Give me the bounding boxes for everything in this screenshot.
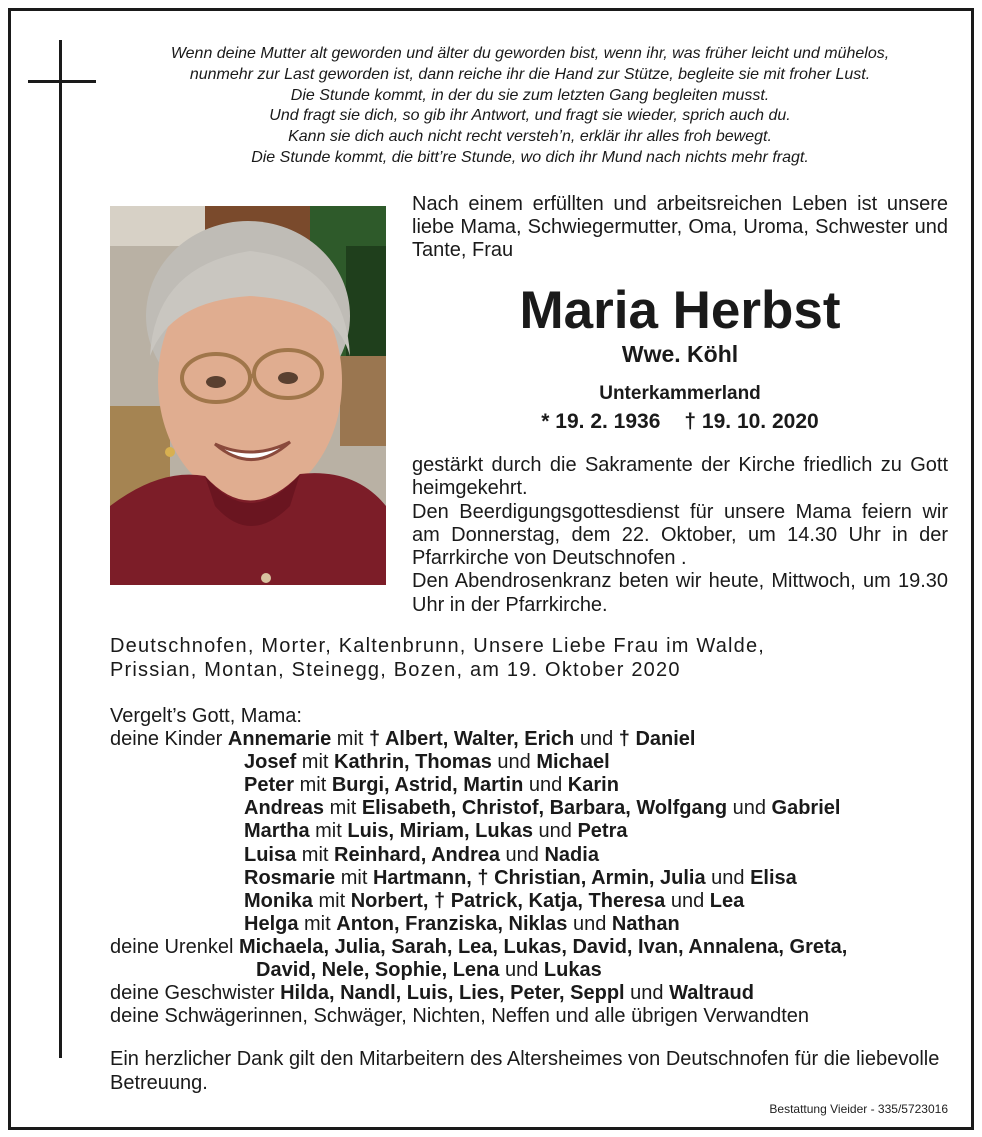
poem-line: Die Stunde kommt, die bitt’re Stunde, wo dich ihr Mund nach nichts mehr fragt. <box>251 148 809 166</box>
person-name: David, Nele, Sophie, Lena <box>256 959 500 982</box>
children-row <box>110 820 960 843</box>
person-name: Waltraud <box>669 982 754 1005</box>
connector-text: und <box>574 728 619 751</box>
person-name: Nathan <box>611 912 680 935</box>
children-row <box>110 728 960 751</box>
person-name: Martha <box>244 820 310 843</box>
person-name: Karin <box>567 774 619 797</box>
great-grandchildren-label: deine Urenkel <box>110 935 239 958</box>
locations-line: Prissian, Montan, Steinegg, Bozen, am 19. Oktober 2020 <box>110 659 681 681</box>
family-names <box>244 913 680 935</box>
person-name: Hartmann, † Christian, Armin, Julia <box>372 866 706 889</box>
poem-line: nunmehr zur Last geworden ist, dann reiche ihr die Hand zur Stütze, begleite sie mit froher Lust. <box>189 65 871 83</box>
children-row <box>110 751 960 774</box>
connector-text: mit <box>296 843 335 866</box>
connector-text: mit <box>309 820 348 843</box>
siblings-row <box>110 982 960 1005</box>
person-name: Lukas <box>543 959 602 982</box>
poem-line: Wenn deine Mutter alt geworden und älter du geworden bist, wenn ihr, was früher leicht und mühelos, <box>170 45 890 62</box>
person-name: Andreas <box>244 797 325 820</box>
person-name: † Daniel <box>618 728 696 751</box>
person-name: † Albert, Walter, Erich <box>369 728 575 751</box>
greeting: Vergelt’s Gott, Mama: <box>110 705 302 727</box>
announcement-paragraph: Den Beerdigungsgottesdienst für unsere Mama feiern wir am Donnerstag, dem 22. Oktober, um 14.30 Uhr in der Pfarrkirche von Deutschnofen . <box>412 500 948 570</box>
connector-text: und <box>624 982 670 1005</box>
family-names <box>280 982 754 1004</box>
connector-text: mit <box>335 866 373 889</box>
children-row <box>110 867 960 890</box>
deceased-name: Maria Herbst <box>519 281 841 340</box>
other-relatives: deine Schwägerinnen, Schwäger, Nichten, Neffen und alle übrigen Verwandten <box>110 1005 809 1028</box>
person-name: Annemarie <box>227 728 332 751</box>
family-list <box>110 705 960 1028</box>
connector-text: und <box>727 797 772 820</box>
family-names <box>228 728 696 750</box>
intro-text: Nach einem erfüllten und arbeitsreichen Leben ist unsere liebe Mama, Schwiegermutter, Oma, Uroma, Schwester und Tante, Frau <box>412 193 948 261</box>
person-name: Josef <box>244 751 297 774</box>
announcement-paragraph: Den Abendrosenkranz beten wir heute, Mittwoch, um 19.30 Uhr in der Pfarrkirche. <box>412 570 948 616</box>
connector-text: und <box>523 774 568 797</box>
person-name: Norbert, † Patrick, Katja, Theresa <box>350 889 666 912</box>
siblings-label: deine Geschwister <box>110 982 281 1005</box>
person-name: Michaela, Julia, Sarah, Lea, Lukas, David, Ivan, Annalena, Greta, <box>238 935 848 958</box>
family-names <box>244 797 840 819</box>
person-name: Burgi, Astrid, Martin <box>331 774 524 797</box>
person-name: Michael <box>536 751 610 774</box>
connector-text: mit <box>294 774 332 797</box>
life-dates <box>412 408 948 436</box>
children-row <box>110 890 960 913</box>
family-names <box>239 936 847 958</box>
thanks-text: Ein herzlicher Dank gilt den Mitarbeitern des Altersheimes von Deutschnofen für die liebevolle Betreuung. <box>110 1048 940 1094</box>
connector-text: und <box>532 820 578 843</box>
person-name: Monika <box>244 889 313 912</box>
children-row <box>110 797 960 820</box>
connector-text: mit <box>324 797 362 820</box>
family-names <box>244 890 744 912</box>
connector-text: und <box>705 866 751 889</box>
great-grandchildren-row <box>110 959 960 982</box>
connector-text: mit <box>312 889 351 912</box>
portrait-photo <box>110 206 386 585</box>
family-names <box>244 844 599 866</box>
funeral-home-credit: Bestattung Vieider - 335/5723016 <box>769 1102 948 1116</box>
person-name: Peter <box>244 774 295 797</box>
person-name: Luis, Miriam, Lukas <box>347 820 533 843</box>
connector-text: mit <box>298 912 337 935</box>
great-grandchildren-row <box>110 936 960 959</box>
children-label: deine Kinder <box>110 728 228 751</box>
death-date: † 19. 10. 2020 <box>684 410 819 433</box>
person-name: Petra <box>577 820 628 843</box>
connector-text: mit <box>331 728 370 751</box>
family-names <box>256 959 602 981</box>
deceased-place: Unterkammerland <box>599 383 761 404</box>
connector-text: und <box>665 889 710 912</box>
poem-line: Kann sie dich auch nicht recht versteh’n, erklär ihr alles froh bewegt. <box>288 128 772 146</box>
family-names <box>244 820 627 842</box>
poem-line: Und fragt sie dich, so gib ihr Antwort, und fragt sie wieder, sprich auch du. <box>269 107 791 125</box>
connector-text: und <box>500 843 545 866</box>
person-name: Luisa <box>244 843 297 866</box>
person-name: Rosmarie <box>244 866 336 889</box>
children-row <box>110 844 960 867</box>
connector-text: und <box>567 912 612 935</box>
person-name: Elisabeth, Christof, Barbara, Wolfgang <box>361 797 728 820</box>
connector-text: und <box>499 959 544 982</box>
deceased-widow: Wwe. Köhl <box>621 341 739 367</box>
children-row <box>110 774 960 797</box>
person-name: Lea <box>709 889 745 912</box>
announcement-paragraph: gestärkt durch die Sakramente der Kirche friedlich zu Gott heimgekehrt. <box>412 454 948 500</box>
poem-line: Die Stunde kommt, in der du sie zum letzten Gang begleiten musst. <box>290 86 770 104</box>
family-names <box>244 774 619 796</box>
birth-date: * 19. 2. 1936 <box>541 410 661 433</box>
person-name: Gabriel <box>771 797 841 820</box>
locations-line: Deutschnofen, Morter, Kaltenbrunn, Unsere Liebe Frau im Walde, <box>110 635 766 657</box>
person-name: Nadia <box>544 843 599 866</box>
person-name: Anton, Franziska, Niklas <box>336 912 568 935</box>
locations-date <box>110 634 950 682</box>
person-name: Reinhard, Andrea <box>334 843 500 866</box>
family-names <box>244 867 797 889</box>
cross-symbol <box>59 40 62 1058</box>
connector-text: und <box>491 751 537 774</box>
cross-symbol-bar <box>28 80 96 83</box>
person-name: Hilda, Nandl, Luis, Lies, Peter, Seppl <box>280 982 625 1005</box>
person-name: Kathrin, Thomas <box>334 751 492 774</box>
announcement-text <box>412 454 948 617</box>
connector-text: mit <box>296 751 335 774</box>
children-row <box>110 913 960 936</box>
person-name: Helga <box>244 912 299 935</box>
person-name: Elisa <box>750 866 797 889</box>
family-names <box>244 751 610 773</box>
poem <box>110 44 950 169</box>
